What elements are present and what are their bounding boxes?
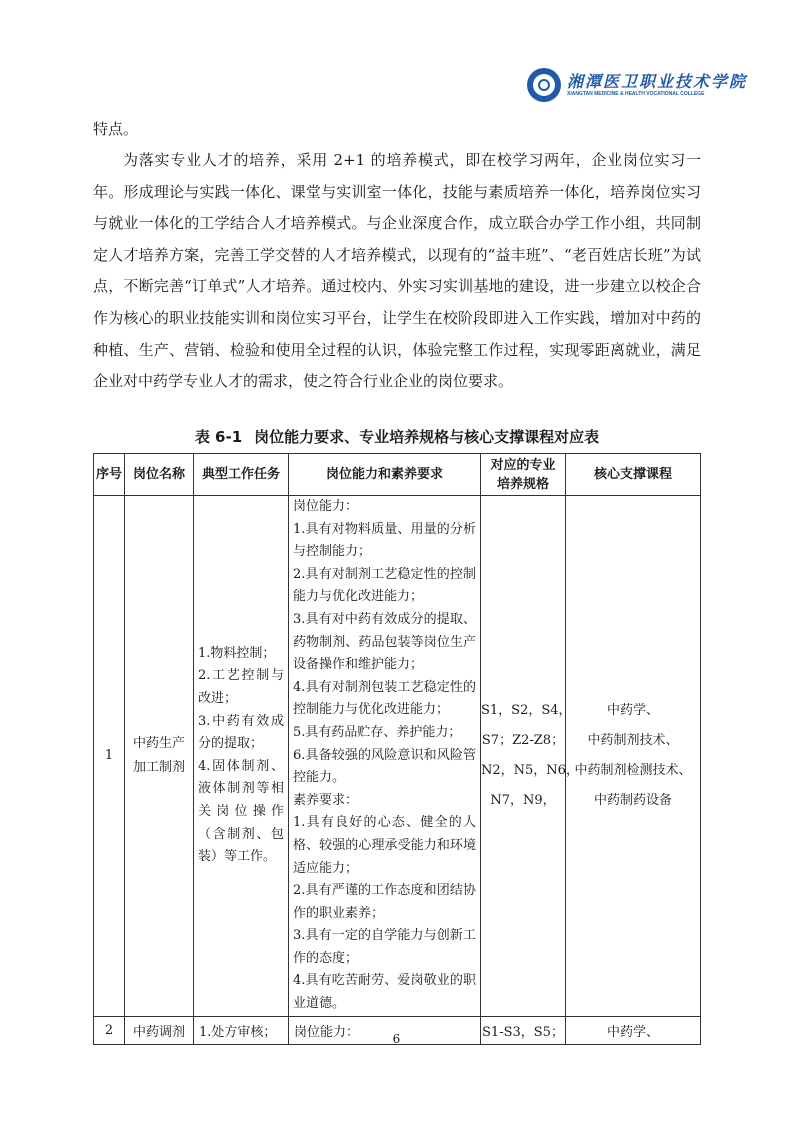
header-course: 核心支撑课程 bbox=[566, 454, 701, 496]
task-item: 1.物料控制； bbox=[198, 645, 276, 661]
spec-item: N2，N5，N6， bbox=[481, 762, 579, 778]
course-item: 中药制剂技术、 bbox=[587, 732, 679, 748]
requirement-item: 4.具有吃苦耐劳、爱岗敬业的职业道德。 bbox=[293, 973, 476, 1012]
row-job-text: 中药生产加工制剂 bbox=[132, 735, 185, 775]
row-specs bbox=[481, 496, 579, 1017]
row-tasks bbox=[194, 496, 289, 1017]
requirement-item: 素养要求： bbox=[293, 792, 359, 808]
requirement-item: 4.具有对制剂包装工艺稳定性的控制能力与优化改进能力； bbox=[293, 679, 476, 718]
task-item: 3.中药有效成分的提取； bbox=[198, 713, 284, 752]
college-seal-icon bbox=[527, 68, 561, 102]
course-item: 中药学、 bbox=[606, 702, 659, 718]
spec-item: N7，N9， bbox=[490, 792, 556, 808]
header-spec bbox=[481, 454, 566, 496]
spec-item: S1-S3，S5； bbox=[481, 1016, 566, 1044]
table-caption bbox=[93, 426, 701, 447]
row-job bbox=[125, 496, 194, 1017]
course-item: 中药学、 bbox=[566, 1016, 701, 1044]
table-header-row bbox=[94, 454, 701, 496]
header-task: 典型工作任务 bbox=[194, 454, 289, 496]
paragraph-continuation: 特点。 bbox=[93, 120, 139, 138]
requirement-item: 5.具有药品贮存、养护能力； bbox=[293, 724, 462, 740]
requirement-item: 2.具有严谨的工作态度和团结协作的职业素养； bbox=[293, 883, 476, 921]
task-item: 4.固体制剂、液体制剂等相关岗位操作（含制剂、包装）等工作。 bbox=[198, 758, 284, 865]
task-item: 1.处方审核； bbox=[194, 1016, 289, 1044]
spec-item: S7；Z2-Z8； bbox=[481, 732, 565, 748]
header-job: 岗位名称 bbox=[125, 454, 194, 496]
row-job: 中药调剂 bbox=[125, 1016, 194, 1044]
header-requirements: 岗位能力和素养要求 bbox=[289, 454, 481, 496]
requirement-item: 2.具有对制剂工艺稳定性的控制能力与优化改进能力； bbox=[293, 566, 476, 605]
competency-table bbox=[93, 453, 701, 1045]
row-num: 2 bbox=[94, 1016, 125, 1044]
logo-english-name: XIANGTAN MEDICINE & HEALTH VOCATIONAL COLLEGE bbox=[567, 90, 705, 97]
college-logo bbox=[527, 66, 748, 104]
header-spec-line2: 培养规格 bbox=[496, 476, 549, 492]
page-number: 6 bbox=[392, 1032, 401, 1046]
header-spec-line1: 对应的专业 bbox=[490, 457, 556, 473]
spec-item: S1，S2，S4， bbox=[481, 702, 572, 718]
requirement-item: 1.具有良好的心态、健全的人格、较强的心理承受能力和环境适应能力； bbox=[293, 815, 476, 876]
row-courses bbox=[566, 496, 701, 1017]
requirement-item: 3.具有对中药有效成分的提取、药物制剂、药品包装等岗位生产设备操作和维护能力； bbox=[293, 611, 476, 673]
course-item: 中药制药设备 bbox=[593, 792, 672, 808]
table-row bbox=[94, 496, 701, 1017]
row-requirements bbox=[289, 496, 481, 1017]
paragraph-training-model: 为落实专业人才的培养，采用 2+1 的培养模式，即在校学习两年，企业岗位实习一年。形成理论与实践一体化、课堂与实训室一体化，技能与素质培养一体化，培养岗位实习与就业一体化的工学结合人才培养模式。与企业深度合作，成立联合办学工作小组，共同制定人才培养方案，完善工学交替的人才培养模式，以现有的“益丰班”、“老百姓店长班”为试点，不断完善“订单式”人才培养。通过校内、外实习实训基地的建设，进一步建立以校企合作为核心的职业技能实训和岗位实习平台，让学生在校阶段即进入工作实践，增加对中药的种植、生产、营销、检验和使用全过程的认识，体验完整工作过程，实现零距离就业，满足企业对中药学专业人才的需求，使之符合行业企业的岗位要求。 bbox=[93, 151, 701, 391]
table-caption-number: 表 6-1 bbox=[194, 428, 243, 446]
row-num: 1 bbox=[94, 496, 125, 1017]
task-item: 2.工艺控制与改进； bbox=[198, 668, 284, 707]
requirement-item: 6.具备较强的风险意识和风险管控能力。 bbox=[293, 747, 476, 786]
requirement-item: 岗位能力： bbox=[289, 1016, 481, 1044]
course-item: 中药制剂检测技术、 bbox=[574, 762, 692, 778]
requirement-item: 1.具有对物料质量、用量的分析与控制能力； bbox=[293, 521, 476, 560]
table-caption-title: 岗位能力要求、专业培养规格与核心支撑课程对应表 bbox=[254, 428, 600, 446]
logo-chinese-name: 湘潭医卫职业技术学院 bbox=[567, 71, 748, 91]
requirement-item: 3.具有一定的自学能力与创新工作的态度； bbox=[293, 928, 476, 966]
requirement-item: 岗位能力： bbox=[293, 499, 359, 514]
header-num: 序号 bbox=[94, 454, 125, 496]
